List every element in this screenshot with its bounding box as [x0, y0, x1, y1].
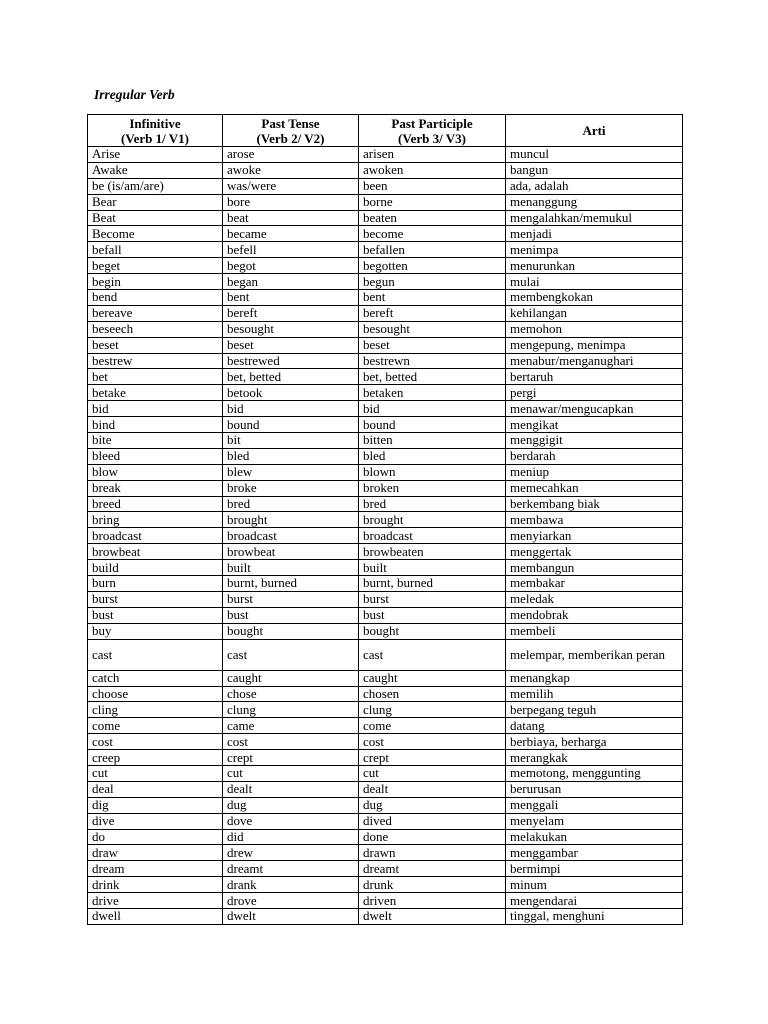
cell-infinitive: Awake [88, 162, 223, 178]
table-row [88, 194, 683, 210]
table-row [88, 147, 683, 163]
cell-past-participle: bled [359, 448, 506, 464]
cell-past-participle: broadcast [359, 528, 506, 544]
cell-infinitive: cost [88, 734, 223, 750]
cell-arti: mulai [506, 274, 683, 290]
cell-arti: menyelam [506, 813, 683, 829]
cell-past-tense: blew [223, 464, 359, 480]
cell-past-tense: beset [223, 337, 359, 353]
cell-past-participle: cut [359, 765, 506, 781]
cell-past-tense: came [223, 718, 359, 734]
cell-past-tense: drew [223, 845, 359, 861]
table-row [88, 813, 683, 829]
cell-past-tense: began [223, 274, 359, 290]
cell-past-tense: dreamt [223, 861, 359, 877]
cell-past-participle: bred [359, 496, 506, 512]
cell-infinitive: buy [88, 623, 223, 639]
table-row [88, 686, 683, 702]
cell-infinitive: dwell [88, 908, 223, 924]
cell-arti: berurusan [506, 781, 683, 797]
cell-arti: menggambar [506, 845, 683, 861]
cell-past-tense: browbeat [223, 544, 359, 560]
cell-arti: membakar [506, 576, 683, 592]
cell-past-tense: bought [223, 623, 359, 639]
cell-arti: mengepung, menimpa [506, 337, 683, 353]
cell-past-tense: bore [223, 194, 359, 210]
cell-arti: memecahkan [506, 480, 683, 496]
table-row [88, 908, 683, 924]
cell-past-tense: burst [223, 591, 359, 607]
cell-past-tense: cost [223, 734, 359, 750]
cell-past-participle: beaten [359, 210, 506, 226]
cell-infinitive: bust [88, 607, 223, 623]
cell-arti: mendobrak [506, 607, 683, 623]
cell-past-tense: bled [223, 448, 359, 464]
cell-past-participle: dived [359, 813, 506, 829]
cell-past-tense: dug [223, 797, 359, 813]
header-past-tense: Past Tense (Verb 2/ V2) [223, 115, 359, 147]
cell-infinitive: drink [88, 877, 223, 893]
cell-past-participle: bet, betted [359, 369, 506, 385]
cell-infinitive: deal [88, 781, 223, 797]
cell-infinitive: bestrew [88, 353, 223, 369]
cell-past-participle: awoken [359, 162, 506, 178]
cell-past-tense: dove [223, 813, 359, 829]
cell-arti: menabur/menganughari [506, 353, 683, 369]
table-row [88, 639, 683, 670]
cell-arti: tinggal, menghuni [506, 908, 683, 924]
cell-past-participle: driven [359, 893, 506, 909]
cell-past-participle: browbeaten [359, 544, 506, 560]
cell-past-participle: besought [359, 321, 506, 337]
cell-past-participle: been [359, 178, 506, 194]
cell-past-participle: caught [359, 670, 506, 686]
cell-arti: memotong, menggunting [506, 765, 683, 781]
cell-arti: merangkak [506, 750, 683, 766]
cell-past-tense: chose [223, 686, 359, 702]
cell-past-participle: befallen [359, 242, 506, 258]
cell-infinitive: bet [88, 369, 223, 385]
table-row [88, 670, 683, 686]
table-row [88, 433, 683, 449]
table-row [88, 829, 683, 845]
table-row [88, 226, 683, 242]
table-row [88, 576, 683, 592]
cell-past-participle: dealt [359, 781, 506, 797]
cell-arti: menurunkan [506, 258, 683, 274]
cell-past-tense: bet, betted [223, 369, 359, 385]
cell-past-participle: begotten [359, 258, 506, 274]
cell-past-participle: done [359, 829, 506, 845]
cell-infinitive: draw [88, 845, 223, 861]
cell-infinitive: catch [88, 670, 223, 686]
cell-infinitive: browbeat [88, 544, 223, 560]
table-body [88, 147, 683, 925]
cell-infinitive: dive [88, 813, 223, 829]
cell-past-tense: bestrewed [223, 353, 359, 369]
cell-past-tense: dwelt [223, 908, 359, 924]
cell-arti: menimpa [506, 242, 683, 258]
cell-arti: memohon [506, 321, 683, 337]
cell-past-tense: awoke [223, 162, 359, 178]
table-row [88, 893, 683, 909]
header-arti: Arti [506, 115, 683, 147]
cell-infinitive: drive [88, 893, 223, 909]
cell-arti: membeli [506, 623, 683, 639]
cell-infinitive: bleed [88, 448, 223, 464]
cell-past-tense: burnt, burned [223, 576, 359, 592]
cell-arti: menawar/mengucapkan [506, 401, 683, 417]
cell-arti: berkembang biak [506, 496, 683, 512]
cell-past-tense: bit [223, 433, 359, 449]
table-row [88, 765, 683, 781]
table-row [88, 750, 683, 766]
cell-past-tense: caught [223, 670, 359, 686]
table-row [88, 258, 683, 274]
cell-past-tense: cast [223, 639, 359, 670]
cell-infinitive: cling [88, 702, 223, 718]
cell-past-tense: befell [223, 242, 359, 258]
cell-past-participle: burnt, burned [359, 576, 506, 592]
cell-arti: meniup [506, 464, 683, 480]
cell-past-tense: bent [223, 290, 359, 306]
table-row [88, 560, 683, 576]
cell-arti: mengendarai [506, 893, 683, 909]
cell-infinitive: dig [88, 797, 223, 813]
cell-past-tense: bereft [223, 305, 359, 321]
cell-arti: mengalahkan/memukul [506, 210, 683, 226]
header-row [88, 115, 683, 147]
table-row [88, 734, 683, 750]
cell-past-tense: bust [223, 607, 359, 623]
cell-past-tense: was/were [223, 178, 359, 194]
cell-infinitive: bring [88, 512, 223, 528]
cell-past-tense: beat [223, 210, 359, 226]
cell-past-tense: bred [223, 496, 359, 512]
cell-past-participle: begun [359, 274, 506, 290]
cell-arti: menggigit [506, 433, 683, 449]
table-row [88, 210, 683, 226]
cell-past-participle: bound [359, 417, 506, 433]
cell-past-participle: crept [359, 750, 506, 766]
cell-arti: bangun [506, 162, 683, 178]
cell-past-participle: blown [359, 464, 506, 480]
table-row [88, 274, 683, 290]
cell-infinitive: bite [88, 433, 223, 449]
cell-infinitive: bid [88, 401, 223, 417]
table-row [88, 512, 683, 528]
cell-infinitive: bereave [88, 305, 223, 321]
cell-past-participle: bereft [359, 305, 506, 321]
cell-arti: membangun [506, 560, 683, 576]
table-row [88, 448, 683, 464]
cell-infinitive: burst [88, 591, 223, 607]
cell-past-tense: broadcast [223, 528, 359, 544]
cell-arti: meledak [506, 591, 683, 607]
cell-past-participle: clung [359, 702, 506, 718]
table-row [88, 401, 683, 417]
cell-arti: datang [506, 718, 683, 734]
table-row [88, 702, 683, 718]
cell-infinitive: bind [88, 417, 223, 433]
cell-infinitive: beseech [88, 321, 223, 337]
table-row [88, 496, 683, 512]
cell-infinitive: Bear [88, 194, 223, 210]
cell-infinitive: break [88, 480, 223, 496]
cell-arti: kehilangan [506, 305, 683, 321]
cell-arti: berbiaya, berharga [506, 734, 683, 750]
cell-past-tense: besought [223, 321, 359, 337]
cell-infinitive: broadcast [88, 528, 223, 544]
cell-infinitive: blow [88, 464, 223, 480]
cell-arti: menggali [506, 797, 683, 813]
cell-arti: minum [506, 877, 683, 893]
cell-infinitive: beset [88, 337, 223, 353]
cell-past-participle: become [359, 226, 506, 242]
cell-past-tense: built [223, 560, 359, 576]
cell-arti: berpegang teguh [506, 702, 683, 718]
table-row [88, 162, 683, 178]
table-row [88, 845, 683, 861]
cell-past-participle: burst [359, 591, 506, 607]
table-row [88, 337, 683, 353]
cell-infinitive: Become [88, 226, 223, 242]
cell-past-tense: cut [223, 765, 359, 781]
table-row [88, 369, 683, 385]
cell-past-participle: bestrewn [359, 353, 506, 369]
cell-infinitive: Arise [88, 147, 223, 163]
cell-past-participle: bust [359, 607, 506, 623]
cell-infinitive: breed [88, 496, 223, 512]
cell-past-tense: drove [223, 893, 359, 909]
cell-arti: pergi [506, 385, 683, 401]
table-row [88, 178, 683, 194]
cell-past-tense: dealt [223, 781, 359, 797]
table-row [88, 321, 683, 337]
cell-past-participle: betaken [359, 385, 506, 401]
cell-past-participle: drunk [359, 877, 506, 893]
cell-past-participle: dreamt [359, 861, 506, 877]
cell-arti: membengkokan [506, 290, 683, 306]
cell-past-participle: bought [359, 623, 506, 639]
cell-infinitive: choose [88, 686, 223, 702]
table-row [88, 544, 683, 560]
table-row [88, 591, 683, 607]
cell-past-participle: bent [359, 290, 506, 306]
cell-past-participle: arisen [359, 147, 506, 163]
table-row [88, 861, 683, 877]
cell-arti: membawa [506, 512, 683, 528]
cell-infinitive: come [88, 718, 223, 734]
table-row [88, 353, 683, 369]
cell-infinitive: betake [88, 385, 223, 401]
cell-past-participle: broken [359, 480, 506, 496]
table-row [88, 385, 683, 401]
cell-infinitive: befall [88, 242, 223, 258]
cell-infinitive: Beat [88, 210, 223, 226]
cell-past-participle: cost [359, 734, 506, 750]
table-row [88, 623, 683, 639]
table-row [88, 607, 683, 623]
cell-past-tense: brought [223, 512, 359, 528]
cell-past-participle: beset [359, 337, 506, 353]
cell-past-tense: bound [223, 417, 359, 433]
table-row [88, 877, 683, 893]
cell-arti: menjadi [506, 226, 683, 242]
cell-past-participle: come [359, 718, 506, 734]
cell-past-participle: bid [359, 401, 506, 417]
table-header [88, 115, 683, 147]
cell-arti: berdarah [506, 448, 683, 464]
cell-infinitive: dream [88, 861, 223, 877]
cell-arti: bertaruh [506, 369, 683, 385]
cell-infinitive: cut [88, 765, 223, 781]
table-row [88, 305, 683, 321]
table-row [88, 781, 683, 797]
cell-infinitive: creep [88, 750, 223, 766]
cell-past-participle: drawn [359, 845, 506, 861]
cell-arti: memilih [506, 686, 683, 702]
cell-past-tense: betook [223, 385, 359, 401]
cell-past-tense: arose [223, 147, 359, 163]
cell-arti: muncul [506, 147, 683, 163]
cell-past-tense: clung [223, 702, 359, 718]
cell-past-participle: dug [359, 797, 506, 813]
table-row [88, 242, 683, 258]
cell-past-tense: did [223, 829, 359, 845]
irregular-verb-table [87, 114, 683, 925]
table-row [88, 290, 683, 306]
cell-past-participle: cast [359, 639, 506, 670]
cell-past-participle: brought [359, 512, 506, 528]
cell-arti: mengikat [506, 417, 683, 433]
table-row [88, 718, 683, 734]
cell-infinitive: be (is/am/are) [88, 178, 223, 194]
cell-arti: melakukan [506, 829, 683, 845]
cell-infinitive: burn [88, 576, 223, 592]
cell-past-tense: begot [223, 258, 359, 274]
table-row [88, 480, 683, 496]
cell-arti: melempar, memberikan peran [506, 639, 683, 670]
cell-past-tense: broke [223, 480, 359, 496]
cell-past-participle: dwelt [359, 908, 506, 924]
cell-past-tense: bid [223, 401, 359, 417]
cell-infinitive: bend [88, 290, 223, 306]
cell-arti: menanggung [506, 194, 683, 210]
page-title: Irregular Verb [94, 87, 175, 102]
cell-infinitive: beget [88, 258, 223, 274]
cell-arti: menggertak [506, 544, 683, 560]
cell-arti: menyiarkan [506, 528, 683, 544]
table-row [88, 528, 683, 544]
cell-infinitive: begin [88, 274, 223, 290]
table-row [88, 417, 683, 433]
cell-past-tense: crept [223, 750, 359, 766]
header-past-participle: Past Participle (Verb 3/ V3) [359, 115, 506, 147]
table-row [88, 797, 683, 813]
cell-infinitive: build [88, 560, 223, 576]
cell-arti: bermimpi [506, 861, 683, 877]
cell-infinitive: cast [88, 639, 223, 670]
cell-infinitive: do [88, 829, 223, 845]
cell-past-participle: chosen [359, 686, 506, 702]
table-row [88, 464, 683, 480]
cell-past-participle: borne [359, 194, 506, 210]
cell-arti: ada, adalah [506, 178, 683, 194]
cell-past-participle: bitten [359, 433, 506, 449]
header-infinitive: Infinitive (Verb 1/ V1) [88, 115, 223, 147]
cell-past-participle: built [359, 560, 506, 576]
cell-past-tense: drank [223, 877, 359, 893]
cell-past-tense: became [223, 226, 359, 242]
cell-arti: menangkap [506, 670, 683, 686]
